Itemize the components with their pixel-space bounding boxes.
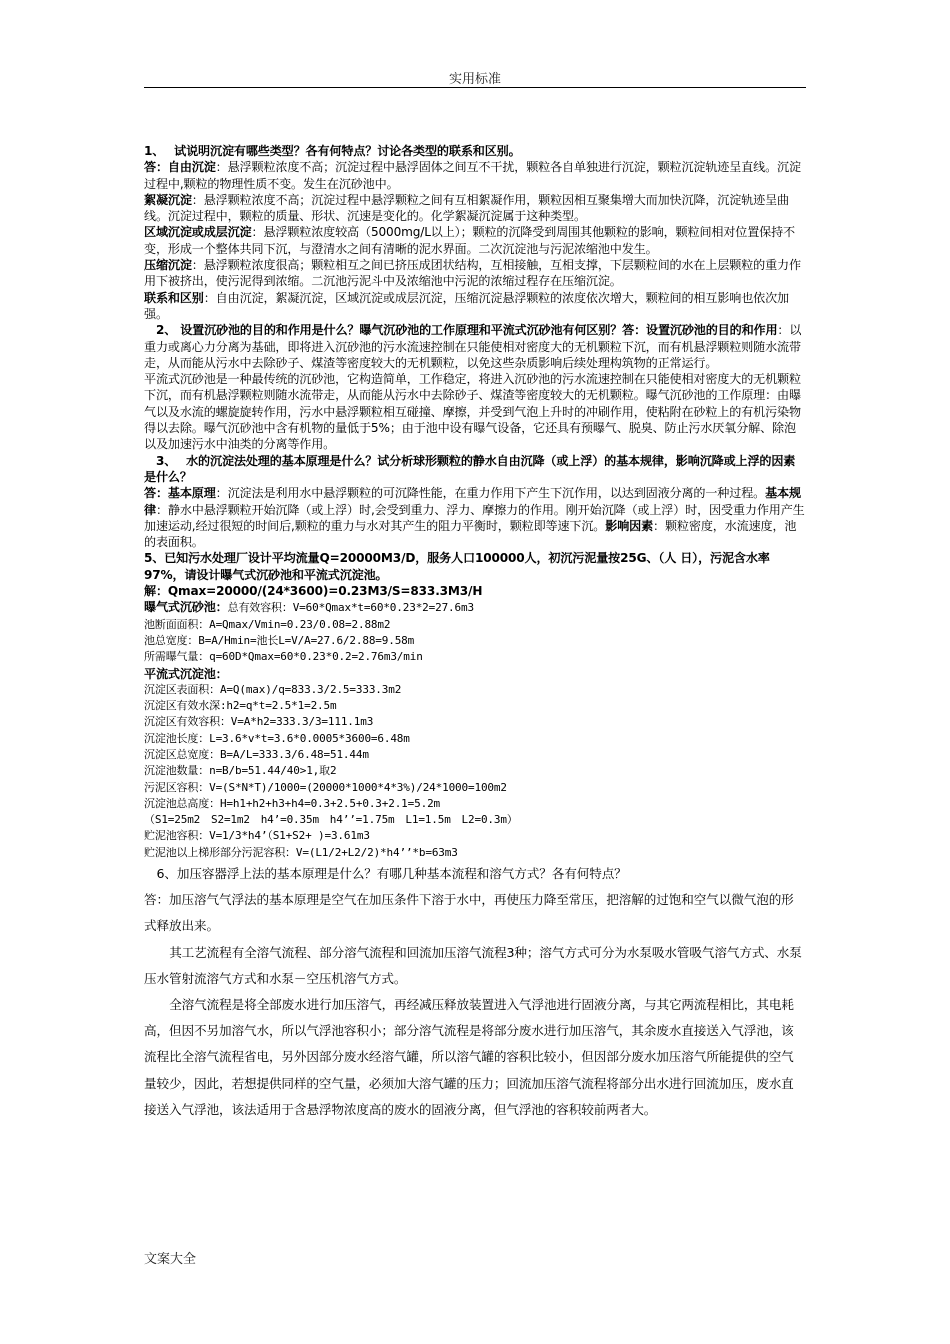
header-rule xyxy=(144,87,806,88)
question-2: 2、 设置沉砂池的目的和作用是什么？曝气沉砂池的工作原理和平流式沉砂池有何区别？答：设置沉砂池的目的和作用：以重力或离心力分离为基础，即将进入沉砂池的污水流速控制在只能使相对密度大的无机颗粒下沉，而有机悬浮颗粒则随水流带走，从而能从污水中去除砂子、煤渣等密度较大的无机颗粒，以免这些杂质影响后续处理构筑物的正常运行。 xyxy=(144,323,802,370)
calc-line: 贮泥池容积：V=1/3*h4’（S1+S2+ )=3.61m3 xyxy=(144,829,370,843)
q1-zone-settling: 区域沉淀或成层沉淀：悬浮颗粒浓度较高（5000mg/L以上）；颗粒的沉降受到周围其他颗粒的影响，颗粒间相对位置保持不变，形成一个整体共同下沉，与澄清水之间有清晰的泥水界面。二次沉淀池与污泥浓缩池中发生。 xyxy=(144,225,795,256)
calc-line: 沉淀池数量：n=B/b=51.44/40>1,取2 xyxy=(144,764,337,778)
calc-line: 池总宽度：B=A/Hmin=池长L=V/A=27.6/2.88=9.58m xyxy=(144,633,415,647)
question-3-title: 3、 水的沉淀法处理的基本原理是什么？试分析球形颗粒的静水自由沉降（或上浮）的基本规律，影响沉降或上浮的因素是什么？ xyxy=(144,453,796,484)
q6-paragraph-2: 其工艺流程有全溶气流程、部分溶气流程和回流加压溶气流程3种；溶气方式可分为水泵吸水管吸气溶气方式、水泵压水管射流溶气方式和水泵－空压机溶气方式。 xyxy=(144,944,802,986)
calc-line: 污泥区容积：V=(S*N*T)/1000=(20000*1000*4*3%)/24*1000=100m2 xyxy=(144,780,507,794)
question-5-title: 5、已知污水处理厂设计平均流量Q=20000M3/D，服务人口100000人，初沉污泥量按25G、（人 日），污泥含水率97%，请设计曝气式沉砂池和平流式沉淀池。 xyxy=(144,551,770,582)
calc-line: 沉淀池总高度：H=h1+h2+h3+h4=0.3+2.5+0.3+2.1=5.2m xyxy=(144,796,441,810)
calc-line: 沉淀区表面积：A=Q(max)/q=833.3/2.5=333.3m2 xyxy=(144,682,402,696)
section-question-6 xyxy=(144,861,806,1123)
q5-solution: 解：Qmax=20000/(24*3600)=0.23M3/S=833.3M3/H xyxy=(144,584,483,599)
q5-calculations xyxy=(144,599,806,861)
calc-line: 池断面面积：A=Qmax/Vmin=0.23/0.08=2.88m2 xyxy=(144,617,391,631)
calc-line: 沉淀区总宽度：B=A/L=333.3/6.48=51.44m xyxy=(144,747,369,761)
q1-flocculent-settling: 絮凝沉淀：悬浮颗粒浓度不高；沉淀过程中悬浮颗粒之间有互相絮凝作用，颗粒因相互聚集增大而加快沉降，沉淀轨迹呈曲线。沉淀过程中，颗粒的质量、形状、沉速是变化的。化学絮凝沉淀属于这种类型。 xyxy=(144,192,789,224)
page-header: 实用标准 xyxy=(448,72,501,87)
q1-free-settling: 答：自由沉淀：悬浮颗粒浓度不高；沉淀过程中悬浮固体之间互不干扰，颗粒各自单独进行沉淀，颗粒沉淀轨迹呈直线。沉淀过程中,颗粒的物理性质不变。发生在沉砂池中。 xyxy=(144,160,801,191)
section-dense xyxy=(144,143,806,861)
document-body xyxy=(144,143,806,1123)
calc-line: （S1=25m2 S2=1m2 h4’=0.35m h4’’=1.75m L1=1.5m L2=0.3m） xyxy=(144,813,518,827)
page-footer: 文案大全 xyxy=(144,1252,197,1267)
q6-answer: 答：加压溶气气浮法的基本原理是空气在加压条件下溶于水中，再使压力降至常压，把溶解的过饱和空气以微气泡的形式释放出来。 xyxy=(144,892,794,934)
q2-paragraph-2: 平流式沉砂池是一种最传统的沉砂池，它构造简单，工作稳定，将进入沉砂池的污水流速控制在只能使相对密度大的无机颗粒下沉，而有机悬浮颗粒则随水流带走，从而能从污水中去除砂子、煤渣等密度较大的无机颗粒。曝气沉砂池的工作原理：由曝气以及水流的螺旋旋转作用，污水中悬浮颗粒相互碰撞、摩擦，并受到气泡上升时的冲刷作用，使粘附在砂粒上的有机污染物得以去除。曝气沉砂池中含有机物的量低于5%；由于池中设有曝气设备，它还具有预曝气、脱臭、防止污水厌氧分解、除泡以及加速污水中油类的分离等作用。 xyxy=(144,372,801,452)
q3-answer: 答：基本原理：沉淀法是利用水中悬浮颗粒的可沉降性能，在重力作用下产生下沉作用，以达到固液分离的一种过程。基本规律：静水中悬浮颗粒开始沉降（或上浮）时,会受到重力、浮力、摩擦力的作用。刚开始沉降（或上浮）时，因受重力作用产生加速运动,经过很短的时间后,颗粒的重力与水对其产生的阻力平衡时，颗粒即等速下沉。影响因素：颗粒密度，水流速度，池的表面积。 xyxy=(144,486,805,550)
calc-line: 沉淀池长度：L=3.6*v*t=3.6*0.0005*3600=6.48m xyxy=(144,731,410,745)
calc-line: 沉淀区有效水深:h2=q*t=2.5*1=2.5m xyxy=(144,699,337,713)
q1-relation: 联系和区别：自由沉淀，絮凝沉淀，区域沉淀或成层沉淀，压缩沉淀悬浮颗粒的浓度依次增大，颗粒间的相互影响也依次加强。 xyxy=(144,290,789,321)
question-1-title: 1、 试说明沉淀有哪些类型？各有何特点？讨论各类型的联系和区别。 xyxy=(144,144,521,158)
question-6-title: 6、加压容器浮上法的基本原理是什么？有哪几种基本流程和溶气方式？各有何特点？ xyxy=(144,866,627,882)
calc-line: 所需曝气量：q=60D*Qmax=60*0.23*0.2=2.76m3/min xyxy=(144,650,423,664)
q1-compression-settling: 压缩沉淀：悬浮颗粒浓度很高；颗粒相互之间已挤压成团状结构，互相接触，互相支撑，下层颗粒间的水在上层颗粒的重力作用下被挤出，使污泥得到浓缩。二沉池污泥斗中及浓缩池中污泥的浓缩过程存在压缩沉淀。 xyxy=(144,258,801,289)
q6-paragraph-3: 全溶气流程是将全部废水进行加压溶气，再经减压释放装置进入气浮池进行固液分离，与其它两流程相比，其电耗高，但因不另加溶气水，所以气浮池容积小；部分溶气流程是将部分废水进行加压溶气，其余废水直接送入气浮池，该流程比全溶气流程省电，另外因部分废水经溶气罐，所以溶气罐的容积比较小，但因部分废水加压溶气所能提供的空气量较少，因此，若想提供同样的空气量，必须加大溶气罐的压力；回流加压溶气流程将部分出水进行回流加压，废水直接送入气浮池，该法适用于含悬浮物浓度高的废水的固液分离，但气浮池的容积较前两者大。 xyxy=(144,997,794,1117)
flow-tank-label: 平流式沉淀池： xyxy=(144,666,228,681)
calc-line: 沉淀区有效容积：V=A*h2=333.3/3=111.1m3 xyxy=(144,715,374,729)
calc-line: 贮泥池以上梯形部分污泥容积：V=(L1/2+L2/2)*h4’’*b=63m3 xyxy=(144,845,458,859)
aerated-grit-first: 曝气式沉砂池：总有效容积：V=60*Qmax*t=60*0.23*2=27.6m3 xyxy=(144,600,474,615)
